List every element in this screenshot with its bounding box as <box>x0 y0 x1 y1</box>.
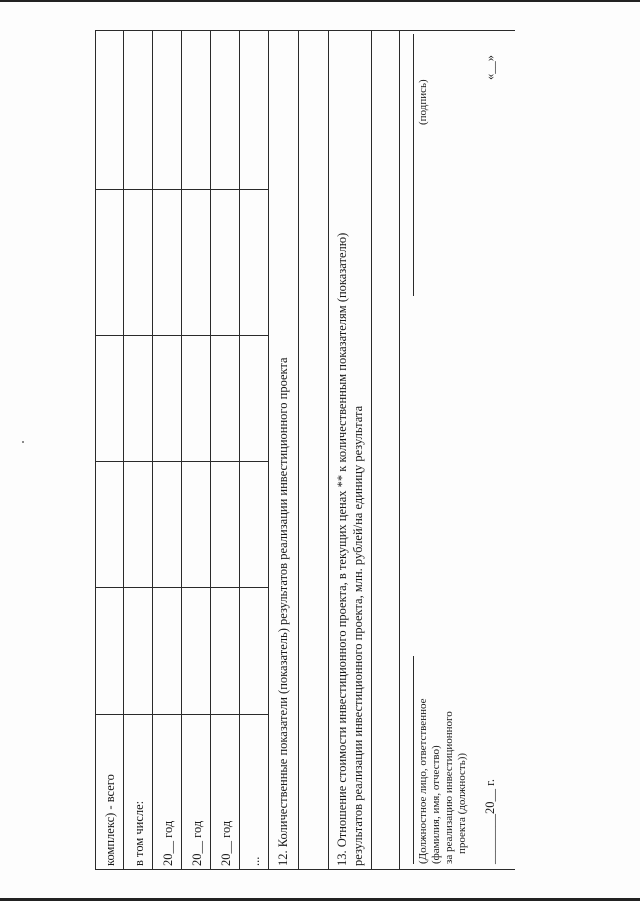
column-divider <box>95 714 269 715</box>
row-label: 20__ год <box>161 820 175 866</box>
row-divider <box>399 30 400 870</box>
signature-caption: (подпись) <box>417 79 429 125</box>
official-caption: (Должностное лицо, ответственное <box>417 698 429 864</box>
row-divider <box>181 30 182 870</box>
row-divider <box>371 30 372 870</box>
row-divider <box>298 30 299 870</box>
table-border-top <box>95 30 96 870</box>
column-divider <box>95 587 269 588</box>
row-label: ... <box>248 856 262 866</box>
row-divider <box>268 30 269 870</box>
section-12-text: 12. Количественные показатели (показатель) результатов реализации инвестиционного проекта <box>276 357 290 866</box>
signature-line <box>413 34 414 296</box>
row-divider <box>328 30 329 870</box>
table-border-right <box>95 30 515 31</box>
row-divider <box>152 30 153 870</box>
row-label: в том числе: <box>132 800 146 866</box>
row-divider <box>123 30 124 870</box>
row-label: комплекс) - всего <box>103 774 117 866</box>
row-label: 20__ год <box>219 820 233 866</box>
scan-top-edge <box>0 0 640 2</box>
column-divider <box>95 335 269 336</box>
column-divider <box>95 461 269 462</box>
official-name-line <box>413 656 414 864</box>
row-label: 20__ год <box>190 820 204 866</box>
row-divider <box>239 30 240 870</box>
official-caption: (фамилия, имя, отчество) <box>430 745 442 864</box>
section-13-text-line2: результатов реализации инвестиционного проекта, млн. рублей/на единицу результата <box>351 405 365 866</box>
row-divider <box>210 30 211 870</box>
rotated-form-sheet <box>95 30 515 870</box>
date-day-field: «__» <box>483 55 497 80</box>
table-border-left <box>95 869 515 870</box>
date-field: ________20__ г. <box>483 779 497 864</box>
scan-speck <box>22 441 24 443</box>
official-caption: за реализацию инвестиционного <box>443 711 455 864</box>
column-divider <box>95 189 269 190</box>
official-caption: проекта (должность)) <box>456 752 468 854</box>
section-13-text-line1: 13. Отношение стоимости инвестиционного проекта, в текущих ценах ** к количественным показателям (показателю) <box>335 232 349 866</box>
